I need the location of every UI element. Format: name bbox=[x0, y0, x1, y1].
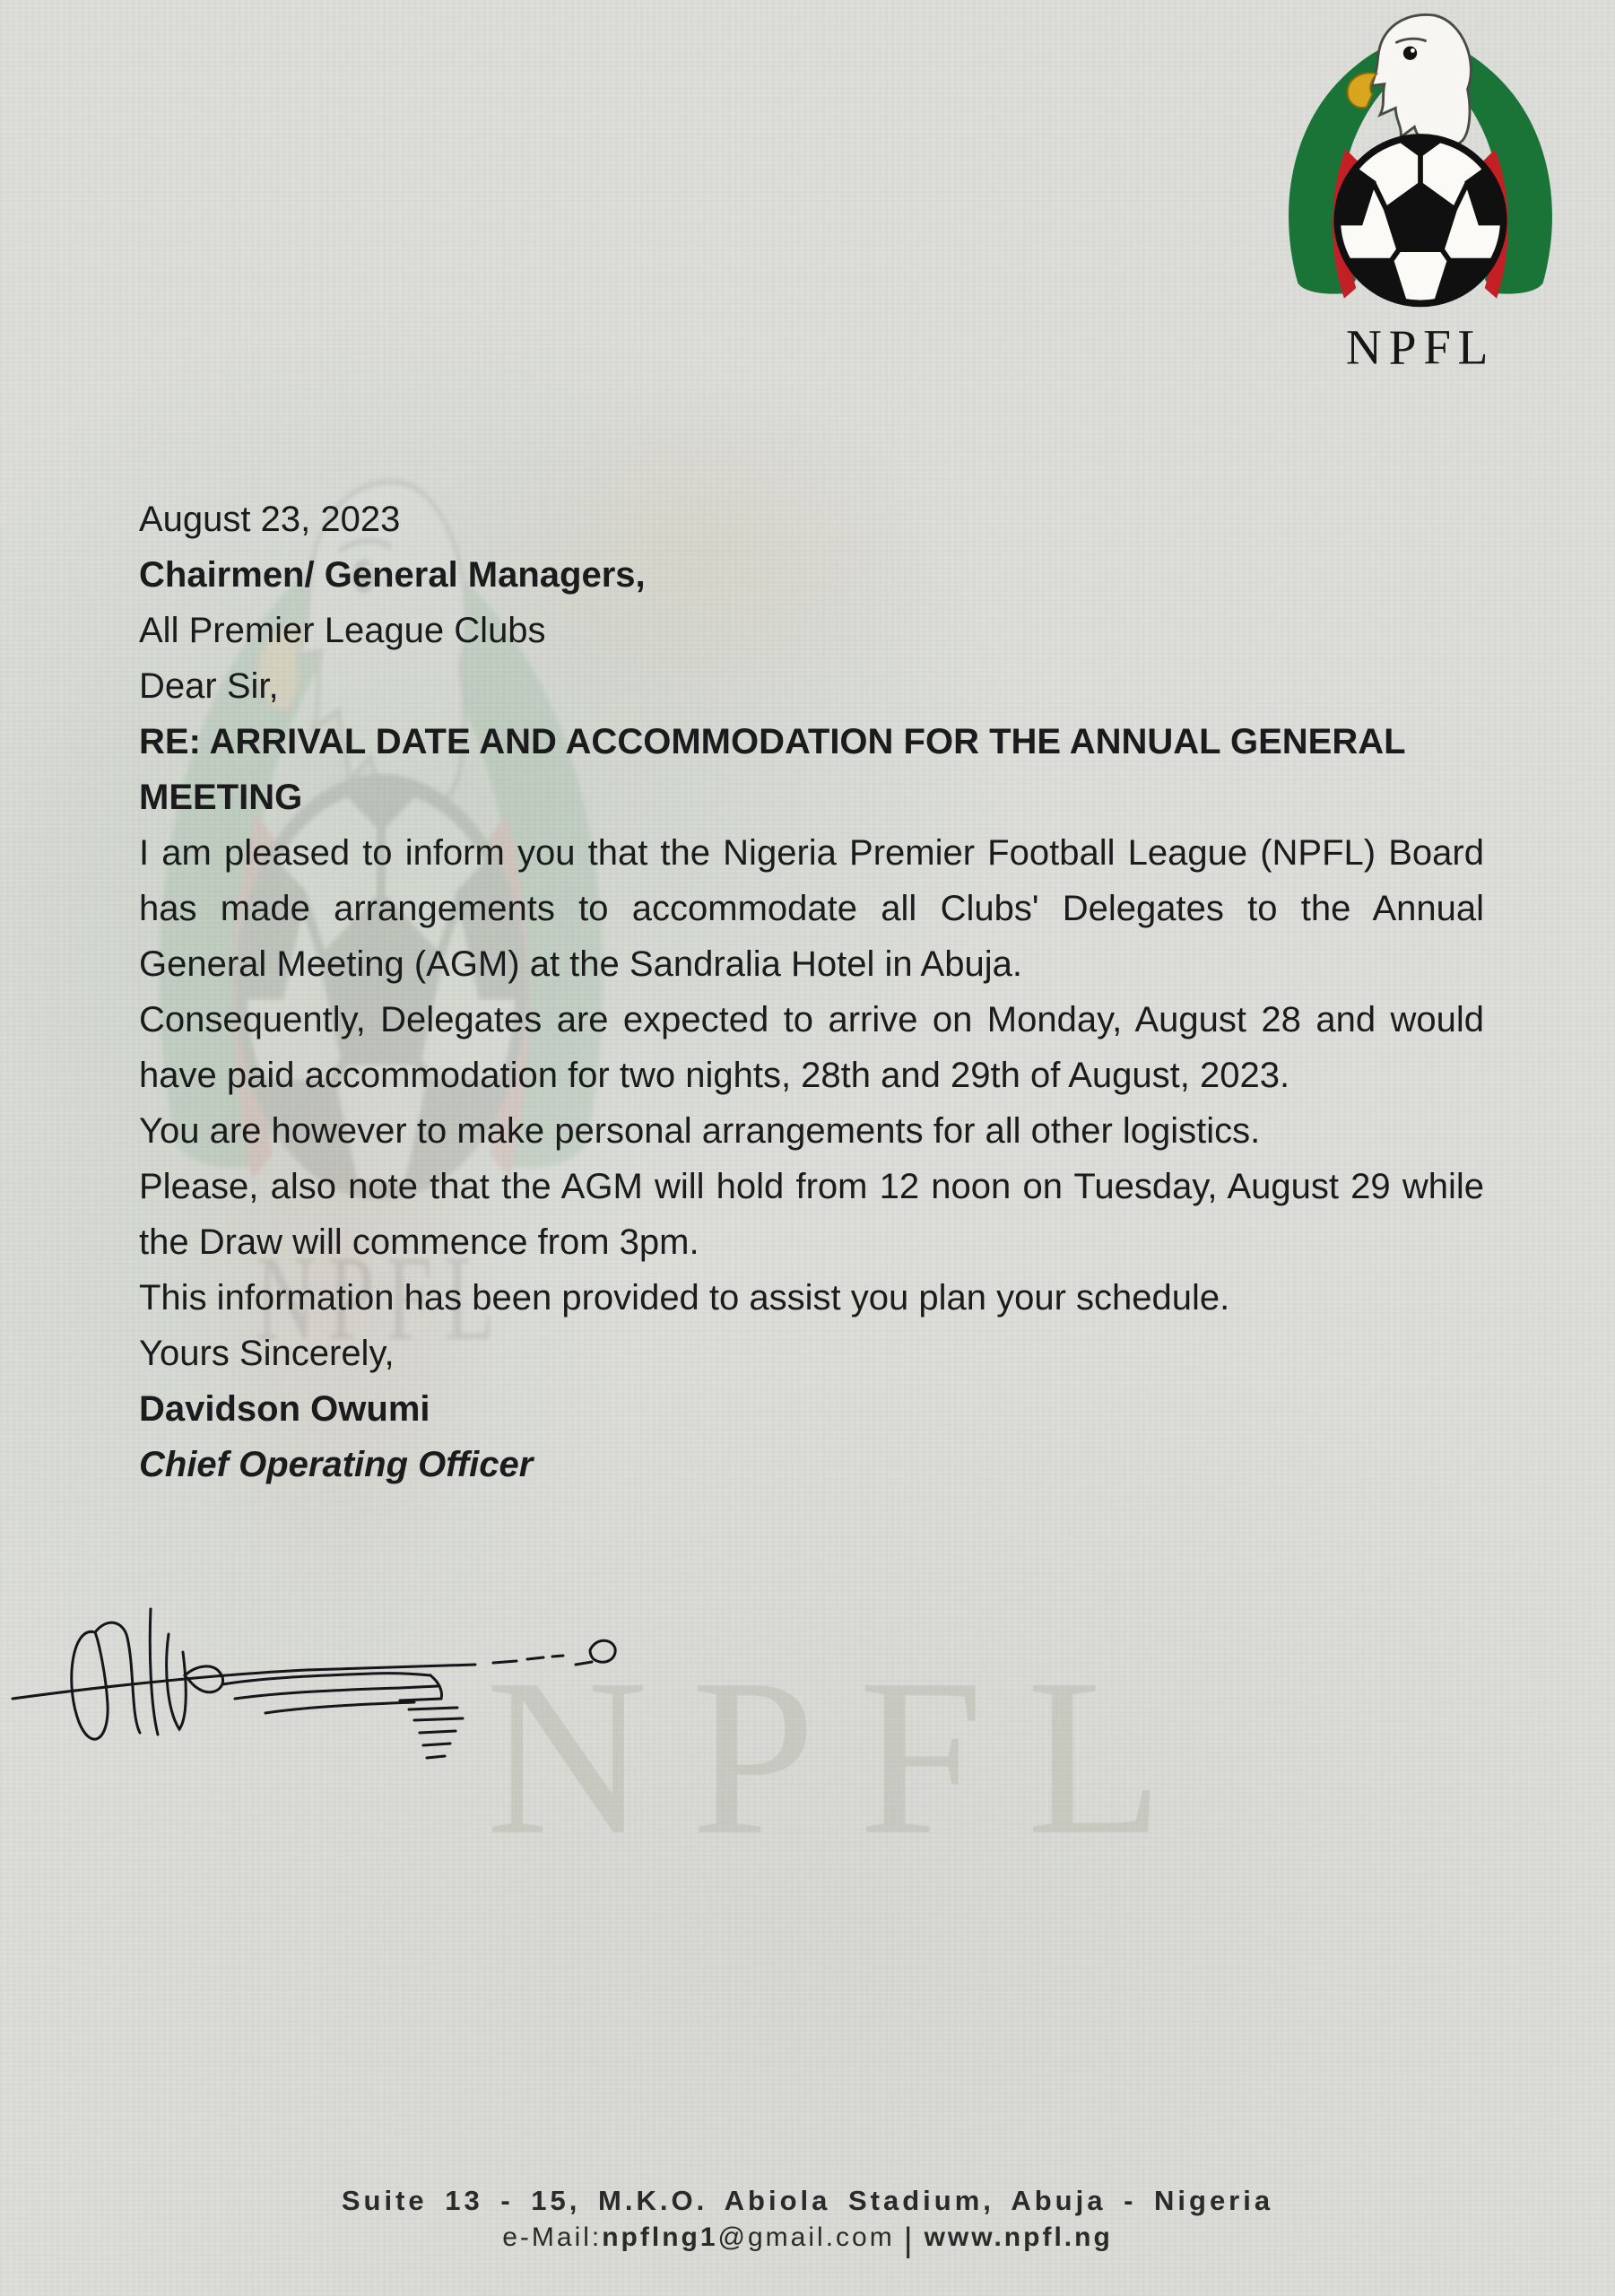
footer-contacts bbox=[0, 2222, 1615, 2260]
paragraph-3: You are however to make personal arrangements for all other logistics. bbox=[139, 1111, 1261, 1151]
signatory-name: Davidson Owumi bbox=[139, 1389, 430, 1429]
signature-image bbox=[9, 1598, 637, 1791]
subject-line: RE: ARRIVAL DATE AND ACCOMMODATION FOR THE ANNUAL GENERAL MEETING bbox=[139, 722, 1405, 817]
footer-address: Suite 13 - 15, M.K.O. Abiola Stadium, Abuja - Nigeria bbox=[341, 2185, 1274, 2216]
paragraph-1: I am pleased to inform you that the Nigeria Premier Football League (NPFL) Board has made arrangements to accommodate all Clubs' Delegates to the Annual General Meeting (AGM) at the Sandralia Hotel in Abuja. bbox=[139, 833, 1484, 984]
closing-line: Yours Sincerely, bbox=[139, 1334, 395, 1373]
letter-body bbox=[139, 491, 1484, 1492]
paragraph-5: This information has been provided to assist you plan your schedule. bbox=[139, 1278, 1230, 1318]
footer-website: www.npfl.ng bbox=[924, 2222, 1113, 2252]
paragraph-2: Consequently, Delegates are expected to arrive on Monday, August 28 and would have paid accommodation for two nights, 28th and 29th of August, 2023. bbox=[139, 1000, 1484, 1095]
npfl-text-watermark: NPFL bbox=[486, 1633, 1207, 1882]
salutation: Dear Sir, bbox=[139, 666, 279, 706]
paragraph-4: Please, also note that the AGM will hold from 12 noon on Tuesday, August 29 while the Draw will commence from 3pm. bbox=[139, 1167, 1484, 1262]
footer bbox=[0, 2185, 1615, 2260]
addressee-title: Chairmen/ General Managers, bbox=[139, 555, 646, 595]
footer-email-label: e-Mail: bbox=[502, 2222, 603, 2252]
date-line: August 23, 2023 bbox=[139, 500, 401, 539]
npfl-logo bbox=[1245, 5, 1596, 384]
footer-separator: | bbox=[903, 2222, 916, 2259]
footer-email-user: npflng1 bbox=[602, 2222, 718, 2252]
signatory-title: Chief Operating Officer bbox=[139, 1445, 534, 1484]
addressee-org: All Premier League Clubs bbox=[139, 611, 546, 650]
footer-email-domain: @gmail.com bbox=[717, 2222, 895, 2252]
